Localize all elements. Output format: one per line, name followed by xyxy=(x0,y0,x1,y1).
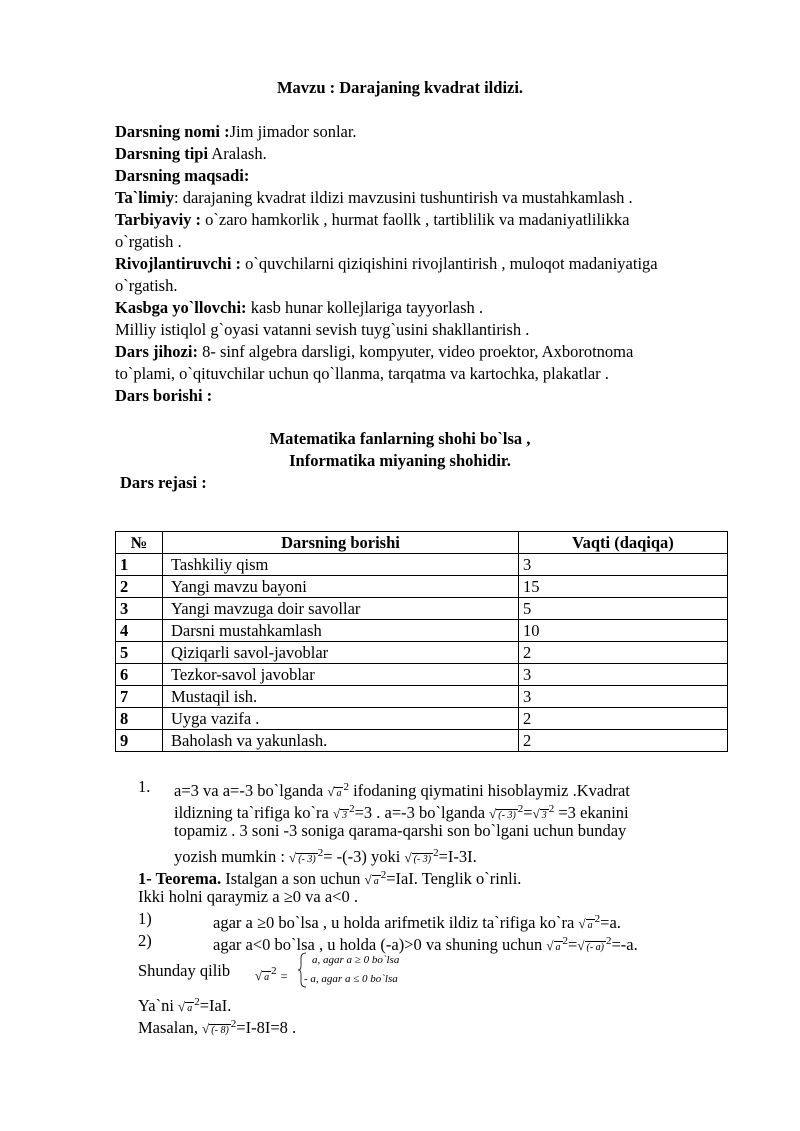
case2-text-a: agar a<0 bo`lsa , u holda (-a)>0 va shuning uchun xyxy=(213,935,543,954)
equipment-value: 8- sinf algebra darsligi, kompyuter, video proektor, Axborotnoma xyxy=(197,342,634,361)
sqrt-neg3-squared-b: √ (- 3)$^2$ xyxy=(289,847,324,865)
educational-goal-label: Ta`limiy xyxy=(115,188,174,207)
row-topic: Uyga vazifa . xyxy=(163,708,519,730)
lesson-plan-table xyxy=(115,531,728,752)
career-goal-label: Kasbga yo`llovchi: xyxy=(115,298,247,317)
case1-text-b: =a. xyxy=(600,913,621,932)
equipment-label: Dars jihozi: xyxy=(115,342,198,361)
item1-text-g: yozish mumkin : xyxy=(174,847,285,866)
row-number: 8 xyxy=(116,708,163,730)
table-row xyxy=(116,686,728,708)
equipment-line xyxy=(115,341,633,363)
upbringing-goal-label: Tarbiyaviy : xyxy=(115,210,202,229)
row-time: 5 xyxy=(519,598,728,620)
developmental-goal-line xyxy=(115,253,658,275)
sqrt-3-squared: √ $3^2$ xyxy=(332,803,355,821)
header-topic: Darsning borishi xyxy=(163,532,519,554)
header-time: Vaqti (daqiqa) xyxy=(519,532,728,554)
upbringing-goal-line xyxy=(115,209,629,231)
case1-number: 1) xyxy=(138,909,152,928)
equals-sign: = xyxy=(523,803,533,822)
row-number: 9 xyxy=(116,730,163,752)
row-number: 5 xyxy=(116,642,163,664)
item1-text-a: a=3 va a=-3 bo`lganda xyxy=(174,781,324,800)
sqrt-a-squared-c: √ $a^2$ xyxy=(578,913,601,931)
row-number: 6 xyxy=(116,664,163,686)
sqrt-a-squared-b: √ $a^2$ xyxy=(364,869,387,887)
item1-text-b: ifodaning qiymatini hisoblaymiz .Kvadrat xyxy=(353,781,630,800)
piecewise-case-2: - a, agar a ≤ 0 bo`lsa xyxy=(304,973,398,985)
sqrt-3-squared-b: √ $3^2$ xyxy=(532,803,555,821)
case2-number: 2) xyxy=(138,931,152,950)
row-topic: Yangi mavzuga doir savollar xyxy=(163,598,519,620)
example-text-a: Masalan, xyxy=(138,1018,199,1037)
row-number: 2 xyxy=(116,576,163,598)
item1-text-h: = -(-3) yoki xyxy=(323,847,401,866)
row-time: 3 xyxy=(519,686,728,708)
row-topic: Yangi mavzu bayoni xyxy=(163,576,519,598)
row-time: 2 xyxy=(519,730,728,752)
row-topic: Tashkiliy qism xyxy=(163,554,519,576)
item1-text-c: ildizning ta`rifiga ko`ra xyxy=(174,803,329,822)
lesson-goals-label: Darsning maqsadi: xyxy=(115,166,250,185)
table-header-row xyxy=(116,532,728,554)
row-time: 2 xyxy=(519,642,728,664)
sqrt-neg8-squared: √ (- 8)$^2$ xyxy=(202,1018,237,1036)
table-row xyxy=(116,642,728,664)
that-is-text-b: =IaI. xyxy=(199,996,232,1015)
item1-text-e: =3 ekanini xyxy=(558,803,629,822)
table-row xyxy=(116,576,728,598)
career-goal-value: kasb hunar kollejlariga tayyorlash . xyxy=(246,298,483,317)
theorem-label: 1- Teorema. xyxy=(138,869,222,888)
lesson-type-line xyxy=(115,143,267,165)
row-topic: Tezkor-savol javoblar xyxy=(163,664,519,686)
page-title: Mavzu : Darajaning kvadrat ildizi. xyxy=(276,78,524,97)
example-line xyxy=(138,1013,296,1040)
developmental-goal-label: Rivojlantiruvchi : xyxy=(115,254,242,273)
sqrt-neg3-squared-c: √ (- 3)$^2$ xyxy=(404,847,439,865)
lesson-plan-label: Dars rejasi : xyxy=(120,473,207,492)
table-row xyxy=(116,708,728,730)
table-row xyxy=(116,730,728,752)
header-number: № xyxy=(116,532,163,554)
upbringing-goal-continued: o`rgatish . xyxy=(115,232,182,251)
row-number: 4 xyxy=(116,620,163,642)
piecewise-case-1: a, agar a ≥ 0 bo`lsa xyxy=(312,954,400,966)
row-time: 10 xyxy=(519,620,728,642)
lesson-progress-label: Dars borishi : xyxy=(115,386,213,405)
educational-goal-value: : darajaning kvadrat ildizi mavzusini tushuntirish va mustahkamlash . xyxy=(173,188,633,207)
case2-line xyxy=(213,930,638,957)
row-topic: Qiziqarli savol-javoblar xyxy=(163,642,519,664)
epigraph-line-2: Informatika miyaning shohidir. xyxy=(289,451,511,470)
epigraph-line-1: Matematika fanlarning shohi bo`lsa , xyxy=(269,429,531,448)
national-idea-line: Milliy istiqlol g`oyasi vatanni sevish tuyg`usini shakllantirish . xyxy=(115,320,530,339)
case2-text-c: =-a. xyxy=(611,935,638,954)
case1-text-a: agar a ≥0 bo`lsa , u holda arifmetik ildiz ta`rifiga ko`ra xyxy=(213,913,575,932)
sqrt-a-squared-d: √ $a^2$ xyxy=(546,935,569,953)
row-topic: Darsni mustahkamlash xyxy=(163,620,519,642)
row-time: 3 xyxy=(519,664,728,686)
row-time: 2 xyxy=(519,708,728,730)
item1-text-i: =I-3I. xyxy=(438,847,477,866)
sqrt-a-squared: √ $a^2$ xyxy=(327,781,349,799)
row-number: 7 xyxy=(116,686,163,708)
row-time: 3 xyxy=(519,554,728,576)
row-topic: Baholash va yakunlash. xyxy=(163,730,519,752)
item1-line-3: topamiz . 3 soni -3 soniga qarama-qarshi son bo`lgani uchun bunday xyxy=(174,821,627,840)
thus-label: Shunday qilib xyxy=(138,961,231,980)
educational-goal-line xyxy=(115,187,633,209)
example-text-b: =I-8I=8 . xyxy=(236,1018,297,1037)
lesson-type-value: Aralash. xyxy=(208,144,267,163)
row-time: 15 xyxy=(519,576,728,598)
developmental-goal-continued: o`rgatish. xyxy=(115,276,178,295)
table-row xyxy=(116,598,728,620)
sqrt-nega-squared: √ (- a)$^2$ xyxy=(577,935,612,953)
upbringing-goal-value: o`zaro hamkorlik , hurmat faollk , tartiblilik va madaniyatlilikka xyxy=(201,210,630,229)
table-row xyxy=(116,620,728,642)
equipment-continued: to`plami, o`qituvchilar uchun qo`llanma, tarqatma va kartochka, plakatlar . xyxy=(115,364,609,383)
sqrt-a-squared-f: √ $a^2$ xyxy=(178,996,200,1014)
career-goal-line xyxy=(115,297,483,319)
theorem-text-b: =IaI. Tenglik o`rinli. xyxy=(386,869,522,888)
row-topic: Mustaqil ish. xyxy=(163,686,519,708)
sqrt-a-squared-e: √ $a^2$ = xyxy=(255,965,288,983)
list-item-number: 1. xyxy=(138,777,151,796)
case2-text-b: = xyxy=(568,935,578,954)
lesson-type-label: Darsning tipi xyxy=(115,144,209,163)
lesson-name-line xyxy=(115,121,357,143)
item1-text-d: =3 . a=-3 bo`lganda xyxy=(354,803,486,822)
table-row xyxy=(116,554,728,576)
lesson-name-value: Jim jimador sonlar. xyxy=(229,122,357,141)
table-row xyxy=(116,664,728,686)
two-cases-line: Ikki holni qaraymiz a ≥0 va a<0 . xyxy=(138,887,358,906)
row-number: 1 xyxy=(116,554,163,576)
developmental-goal-value: o`quvchilarni qiziqishini rivojlantirish , muloqot madaniyatiga xyxy=(241,254,658,273)
theorem-text-a: Istalgan a son uchun xyxy=(221,869,361,888)
row-number: 3 xyxy=(116,598,163,620)
lesson-name-label: Darsning nomi : xyxy=(115,122,230,141)
that-is-text-a: Ya`ni xyxy=(138,996,174,1015)
sqrt-neg3-squared: √ (- 3)$^2$ xyxy=(489,803,524,821)
